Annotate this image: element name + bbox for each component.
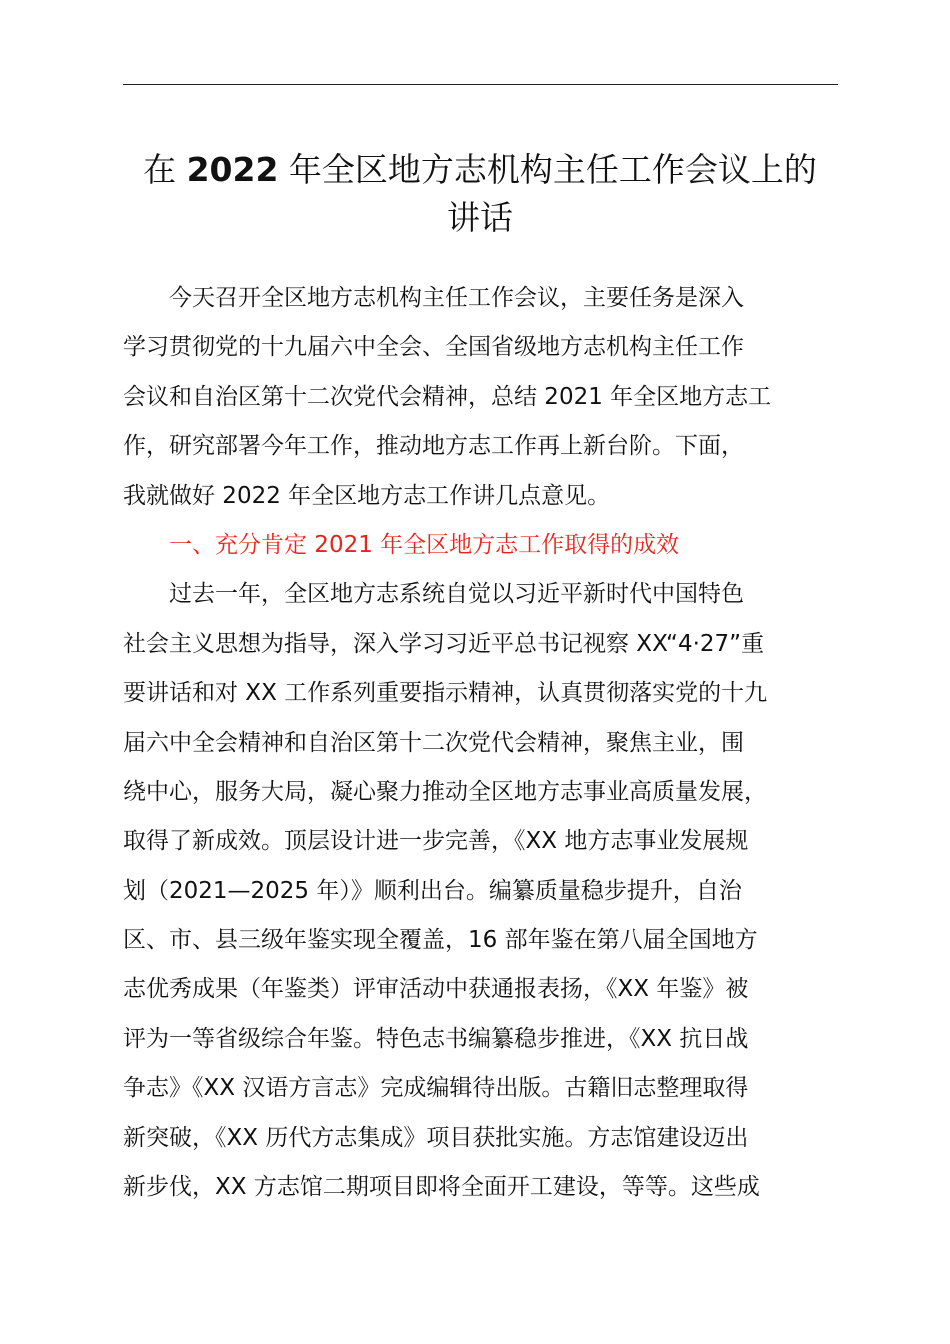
section-heading: 一、充分肯定 2021 年全区地方志工作取得的成效 <box>169 531 680 558</box>
title-line-2: 讲话 <box>447 198 513 237</box>
paragraph-line: 会议和自治区第十二次党代会精神，总结 2021 年全区地方志工 <box>123 383 772 410</box>
paragraph-line: 作，研究部署今年工作，推动地方志工作再上新台阶。下面， <box>123 433 744 460</box>
paragraph-line: 新步伐，XX 方志馆二期项目即将全面开工建设，等等。这些成 <box>123 1174 760 1201</box>
paragraph-line: 今天召开全区地方志机构主任工作会议，主要任务是深入 <box>169 285 744 311</box>
paragraph-line: 绕中心，服务大局，凝心聚力推动全区地方志事业高质量发展， <box>123 778 767 805</box>
paragraph-line: 学习贯彻党的十九届六中全会、全国省级地方志机构主任工作 <box>123 334 744 361</box>
title-line-1: 在 2022 年全区地方志机构主任工作会议上的 <box>143 150 817 189</box>
title-year: 2022 <box>186 150 279 189</box>
paragraph-line: 争志》《XX 汉语方言志》完成编辑待出版。古籍旧志整理取得 <box>123 1075 749 1102</box>
document-title <box>110 146 850 242</box>
header-rule <box>123 84 838 85</box>
paragraph-line: 社会主义思想为指导，深入学习习近平总书记视察 XX“4·27”重 <box>123 630 765 657</box>
paragraph-line: 新突破，《XX 历代方志集成》项目获批实施。方志馆建设迈出 <box>123 1124 749 1151</box>
paragraph-line: 要讲话和对 XX 工作系列重要指示精神，认真贯彻落实党的十九 <box>123 680 768 707</box>
paragraph-line: 评为一等省级综合年鉴。特色志书编纂稳步推进，《XX 抗日战 <box>123 1025 749 1052</box>
paragraph-line: 我就做好 2022 年全区地方志工作讲几点意见。 <box>123 482 611 509</box>
paragraph-line: 划（2021—2025 年）》顺利出台。编纂质量稳步提升，自治 <box>123 877 742 904</box>
paragraph-line: 届六中全会精神和自治区第十二次党代会精神，聚焦主业，围 <box>123 729 744 756</box>
paragraph-line: 区、市、县三级年鉴实现全覆盖，16 部年鉴在第八届全国地方 <box>123 927 758 954</box>
paragraph-line: 取得了新成效。顶层设计进一步完善，《XX 地方志事业发展规 <box>123 828 749 855</box>
paragraph-line: 志优秀成果（年鉴类）评审活动中获通报表扬，《XX 年鉴》被 <box>123 976 749 1003</box>
document-body <box>123 274 839 1212</box>
paragraph-line: 过去一年，全区地方志系统自觉以习近平新时代中国特色 <box>169 581 744 608</box>
